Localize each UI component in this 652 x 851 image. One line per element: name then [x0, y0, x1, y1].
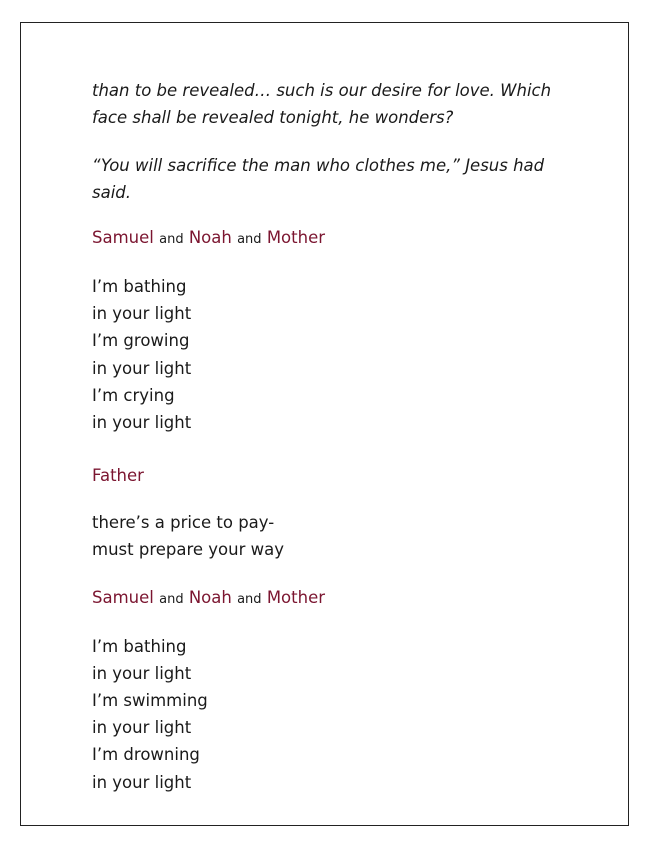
verse-line: in your light [92, 772, 192, 792]
verse-line: I’m bathing [92, 277, 187, 296]
conjunction: and [237, 232, 262, 247]
verse-line: in your light [92, 413, 192, 433]
speaker-mother: Mother [266, 228, 326, 247]
speaker-samuel: Samuel [92, 228, 154, 247]
verse-line: in your light [92, 304, 192, 324]
verse-section-2 [92, 509, 572, 563]
conjunction: and [159, 591, 184, 607]
verse-line: there’s a price to pay- [92, 513, 275, 533]
verse-line: I’m drowning [92, 745, 200, 765]
speaker-mother: Mother [266, 587, 326, 607]
speaker-heading-3 [92, 586, 572, 612]
speaker-father: Father [92, 466, 144, 486]
document-page [20, 22, 629, 826]
speaker-heading-1 [92, 226, 572, 252]
speaker-heading-2 [92, 464, 572, 488]
page-content [92, 77, 572, 796]
verse-line: I’m growing [92, 331, 190, 351]
verse-section-3 [92, 633, 572, 796]
speaker-samuel: Samuel [92, 587, 154, 607]
conjunction: and [237, 591, 262, 607]
speaker-noah: Noah [188, 587, 232, 607]
verse-line: I’m bathing [92, 636, 187, 656]
conjunction: and [159, 232, 184, 247]
verse-line: in your light [92, 718, 192, 738]
verse-line: must prepare your way [92, 540, 285, 560]
verse-section-1 [92, 273, 572, 436]
verse-line: in your light [92, 358, 192, 378]
prose-paragraph-1: than to be revealed… such is our desire for love. Which face shall be revealed tonight, he wonders? [92, 81, 552, 127]
speaker-noah: Noah [188, 228, 232, 247]
verse-line: I’m swimming [92, 691, 208, 711]
prose-paragraph-2: “You will sacrifice the man who clothes me,” Jesus had said. [92, 156, 545, 202]
verse-line: in your light [92, 663, 192, 683]
verse-line: I’m crying [92, 385, 175, 405]
